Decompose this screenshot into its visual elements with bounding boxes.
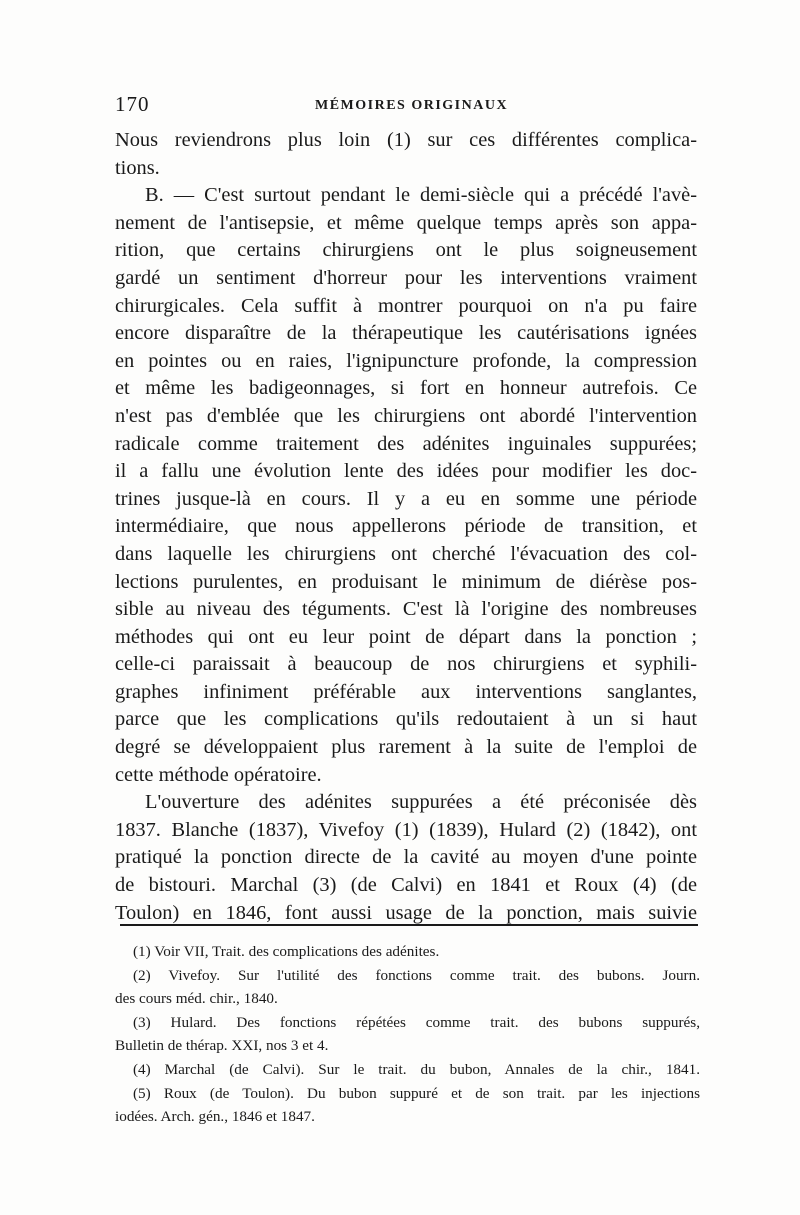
text-line: chirurgicales. Cela suffit à montrer pourquoi on n'a pu faire [115, 294, 697, 317]
running-title: MÉMOIRES ORIGINAUX [315, 98, 509, 113]
text-line: radicale comme traitement des adénites inguinales suppurées; [115, 432, 697, 455]
page-header [115, 92, 695, 122]
page-number: 170 [115, 92, 150, 116]
text-line: L'ouverture des adénites suppurées a été préconisée dès [145, 791, 697, 814]
text-line: lections purulentes, en produisant le minimum de diérèse pos- [115, 570, 697, 593]
footnote-line: des cours méd. chir., 1840. [115, 990, 278, 1008]
text-line: pratiqué la ponction directe de la cavité au moyen d'une pointe [115, 846, 697, 869]
text-line: nement de l'antisepsie, et même quelque temps après son appa- [115, 211, 697, 234]
text-line: 1837. Blanche (1837), Vivefoy (1) (1839), Hulard (2) (1842), ont [115, 818, 697, 841]
text-line: n'est pas d'emblée que les chirurgiens ont abordé l'intervention [115, 404, 697, 427]
footnote-line: (4) Marchal (de Calvi). Sur le trait. du bubon, Annales de la chir., 1841. [133, 1060, 700, 1078]
footnotes [115, 940, 700, 1129]
text-line: sible au niveau des téguments. C'est là l'origine des nombreuses [115, 598, 697, 621]
text-line: en pointes ou en raies, l'ignipuncture profonde, la compression [115, 349, 697, 372]
text-line: B. — C'est surtout pendant le demi-siècle qui a précédé l'avè- [145, 184, 697, 207]
footnote-line: (2) Vivefoy. Sur l'utilité des fonctions comme trait. des bubons. Journ. [133, 966, 700, 984]
text-line: celle-ci paraissait à beaucoup de nos chirurgiens et syphili- [115, 653, 697, 676]
text-line: et même les badigeonnages, si fort en honneur autrefois. Ce [115, 377, 697, 400]
footnote-line: Bulletin de thérap. XXI, nos 3 et 4. [115, 1037, 329, 1055]
text-line: trines jusque-là en cours. Il y a eu en somme une période [115, 487, 697, 510]
footnote-line: iodées. Arch. gén., 1846 et 1847. [115, 1108, 315, 1126]
text-line: il a fallu une évolution lente des idées pour modifier les doc- [115, 460, 697, 483]
text-line: de bistouri. Marchal (3) (de Calvi) en 1841 et Roux (4) (de [115, 874, 697, 897]
text-line: graphes infiniment préférable aux interventions sanglantes, [115, 680, 697, 703]
text-line: Toulon) en 1846, font aussi usage de la ponction, mais suivie [115, 901, 697, 924]
text-line: parce que les complications qu'ils redoutaient à un si haut [115, 708, 697, 731]
footnote-line: (5) Roux (de Toulon). Du bubon suppuré et de son trait. par les injections [133, 1084, 700, 1102]
text-line: encore disparaître de la thérapeutique les cautérisations ignées [115, 322, 697, 345]
text-line: tions. [115, 156, 160, 179]
text-line: degré se développaient plus rarement à la suite de l'emploi de [115, 736, 697, 759]
text-line: intermédiaire, que nous appellerons période de transition, et [115, 515, 697, 538]
footnote-line: (3) Hulard. Des fonctions répétées comme trait. des bubons suppurés, [133, 1013, 700, 1031]
text-line: gardé un sentiment d'horreur pour les interventions vraiment [115, 266, 697, 289]
text-line: méthodes qui ont eu leur point de départ dans la ponction ; [115, 625, 697, 648]
text-line: Nous reviendrons plus loin (1) sur ces différentes complica- [115, 129, 697, 151]
footnote-rule [120, 924, 698, 926]
body-text [115, 127, 697, 927]
text-line: dans laquelle les chirurgiens ont cherché l'évacuation des col- [115, 542, 697, 565]
footnote-line: (1) Voir VII, Trait. des complications des adénites. [133, 943, 440, 960]
text-line: rition, que certains chirurgiens ont le plus soigneusement [115, 239, 697, 262]
text-line: cette méthode opératoire. [115, 763, 322, 786]
